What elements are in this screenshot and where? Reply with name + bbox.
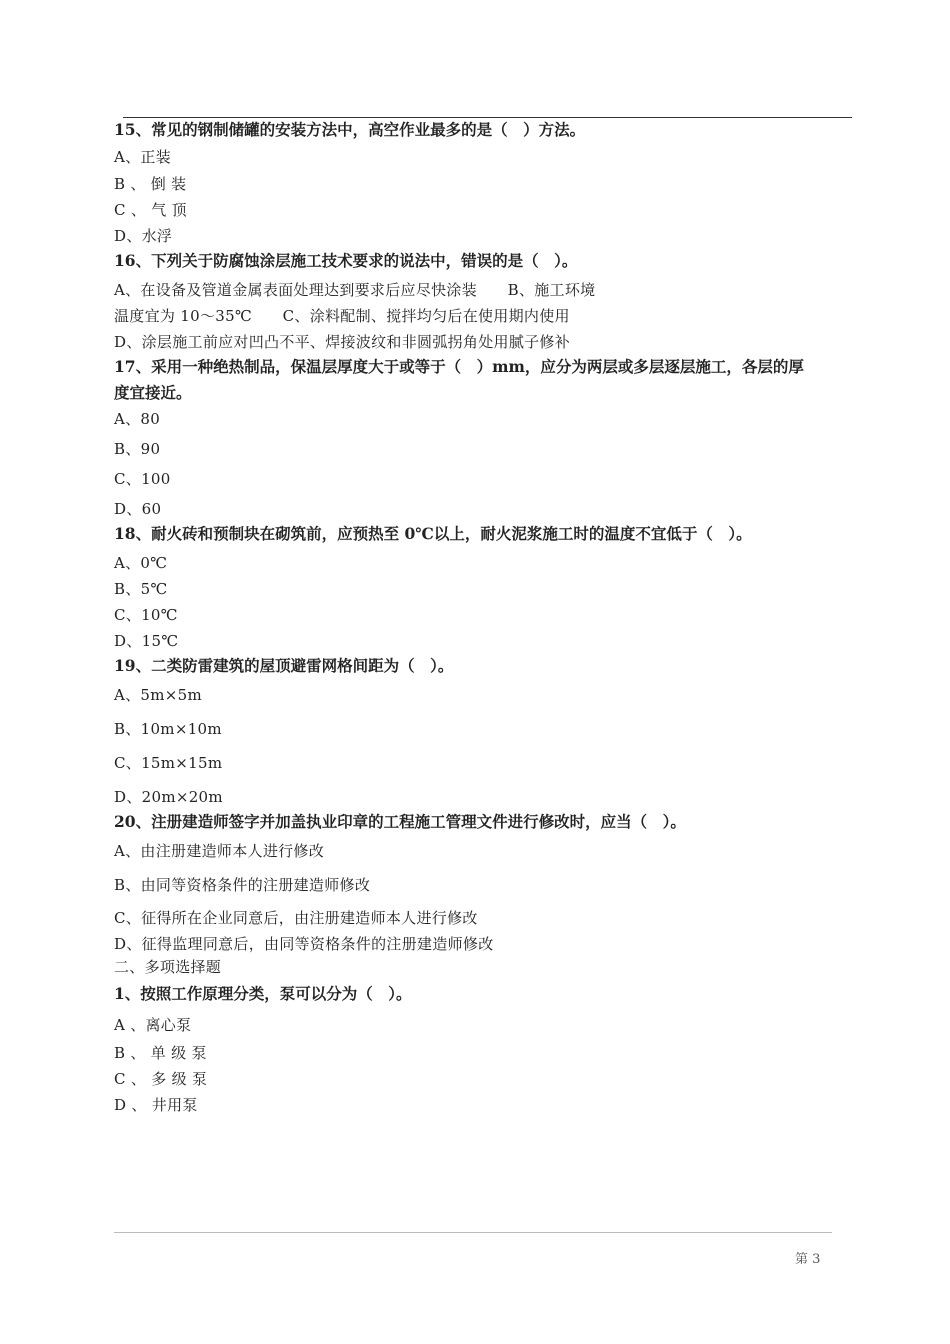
page-number: 第 3 [795,1252,821,1267]
option-18-d: D、15℃ [114,632,179,650]
option-17-d: D、60 [114,500,162,518]
option-19-d: D、20m×20m [114,788,223,806]
option-18-c: C、10℃ [114,606,178,624]
option-18-a: A、0℃ [114,554,168,572]
option-17-a: A、80 [114,410,161,428]
option-15-d: D、水浮 [114,227,173,245]
option-15-c: C 、 气 顶 [114,201,187,219]
question-17-cont: 度宜接近。 [114,383,192,402]
option-16-b-c: 温度宜为 10～35℃ C、涂料配制、搅拌均匀后在使用期内使用 [114,307,570,325]
option-20-c: C、征得所在企业同意后，由注册建造师本人进行修改 [114,909,478,927]
option-18-b: B、5℃ [114,580,168,598]
option-m1-b: B 、 单 级 泵 [114,1044,207,1062]
option-m1-c: C 、 多 级 泵 [114,1070,208,1088]
option-20-d: D、征得监理同意后，由同等资格条件的注册建造师修改 [114,935,494,953]
option-16-a-b: A、在设备及管道金属表面处理达到要求后应尽快涂装 B、施工环境 [114,281,596,299]
option-m1-a: A 、离心泵 [114,1016,192,1034]
question-15: 15、常见的钢制储罐的安装方法中，高空作业最多的是（ ）方法。 [114,120,586,139]
option-20-a: A、由注册建造师本人进行修改 [114,842,325,860]
option-17-b: B、90 [114,440,161,458]
option-20-b: B、由同等资格条件的注册建造师修改 [114,876,371,894]
question-16: 16、下列关于防腐蚀涂层施工技术要求的说法中，错误的是（ ）。 [114,251,578,270]
option-19-c: C、15m×15m [114,754,223,772]
option-19-b: B、10m×10m [114,720,222,738]
question-20: 20、注册建造师签字并加盖执业印章的工程施工管理文件进行修改时，应当（ ）。 [114,812,686,831]
question-m1: 1、按照工作原理分类，泵可以分为（ ）。 [114,984,412,1003]
option-19-a: A、5m×5m [114,686,203,704]
header-rule [123,117,852,118]
footer-rule [114,1232,832,1233]
option-15-b: B 、 倒 装 [114,175,187,193]
question-19: 19、二类防雷建筑的屋顶避雷网格间距为（ ）。 [114,656,454,675]
question-17: 17、采用一种绝热制品，保温层厚度大于或等于（ ）mm，应分为两层或多层逐层施工，各层的厚 [114,357,804,376]
section-heading: 二、多项选择题 [114,958,222,976]
option-15-a: A、正装 [114,148,172,166]
option-m1-d: D 、 井用泵 [114,1096,198,1114]
option-16-d: D、涂层施工前应对凹凸不平、焊接波纹和非圆弧拐角处用腻子修补 [114,333,571,351]
question-18: 18、耐火砖和预制块在砌筑前，应预热至 0℃以上，耐火泥浆施工时的温度不宜低于（ ）。 [114,524,752,543]
option-17-c: C、100 [114,470,171,488]
